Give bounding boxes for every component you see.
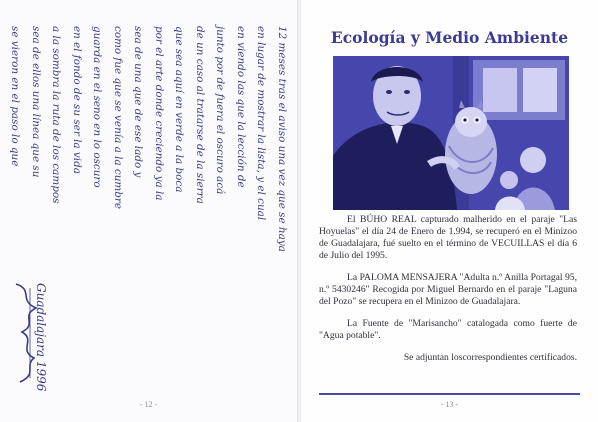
handwritten-line: se vieron en el paso lo que [9,26,22,167]
handwritten-line: sea de una que de ese lado y [132,26,145,178]
signature-date: Guadalajara 1996 [34,283,48,392]
handwritten-line: de un caso al tratarse de la sierra [194,26,206,204]
owl-photo [333,56,569,210]
bottom-rule [319,393,580,395]
page-number-right: - 13 - [440,400,459,409]
paragraph-certificates: Se adjuntan loscorrespondientes certificados. [403,352,577,363]
paragraph-owl: El BÚHO REAL capturado malherido en el paraje "Las Hoyuelas" el día 24 de Enero de 1.994, se recuperó en el Minizoo de Guadalajara, fué suelto en el término de VECUILLAS el día 6 de Julio del 1995. [319,214,577,261]
page-title: Ecología y Medio Ambiente [330,28,569,47]
article-body [319,214,577,374]
handwritten-line: 12 meses tras el aviso una vez que se haya [276,26,288,252]
page-number-left: - 12 - [139,400,158,409]
left-page [0,0,297,422]
right-page [301,0,598,422]
handwritten-line: por el arte donde creciendo ya la [153,26,165,201]
handwritten-line: guarda en el seno en lo oscuro [91,26,104,188]
handwritten-line: en lugar de mostrar la lista, y el cual [255,26,268,221]
handwritten-line: a la sombra la ruta de los campos [50,26,63,204]
handwritten-line: que sea aquí en verde a la boca [173,26,186,193]
paragraph-pigeon: La PALOMA MENSAJERA "Adulta n.º Anilla Portagal 95, n.º 5430246" Recogida por Miguel Bernardo en el paraje "Laguna del Pozo" se recupera en el Minizoo de Guadalajara. [319,272,577,307]
handwritten-line: en el fondo de su ser la vida [71,26,83,174]
handwritten-line: junto por de fuera el oscuro acá [214,26,227,195]
owl-photo-illustration [333,56,569,210]
handwritten-line: sea de ellos una línea que su [30,26,42,178]
signature-block [8,278,78,398]
handwritten-line: como fue que se venía a la cumbre [112,26,124,210]
paragraph-fountain: La Fuente de "Marisancho" catalogada como fuerte de "Agua potable". [319,318,577,341]
handwritten-line: en viendo las que la lección de [235,26,247,188]
